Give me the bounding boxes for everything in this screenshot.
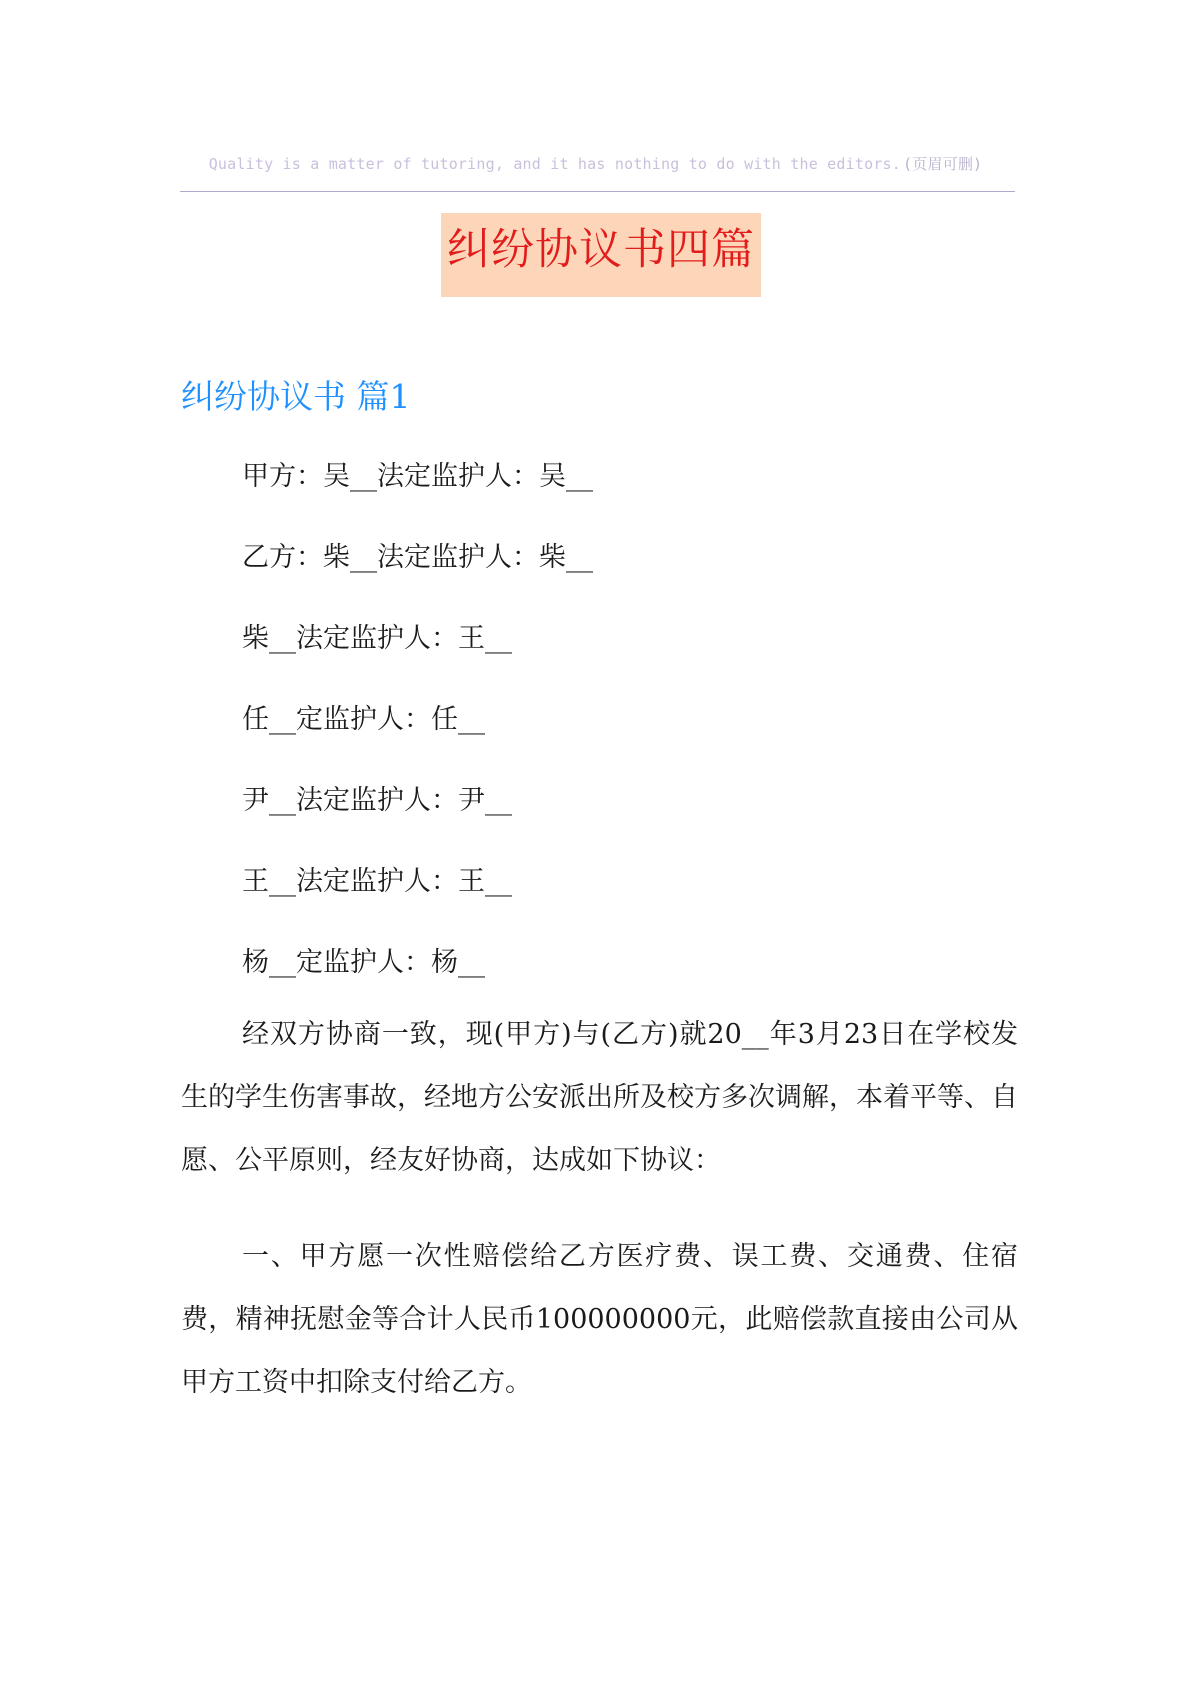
document-title: 纠纷协议书四篇: [447, 225, 755, 275]
party-line: 柴__法定监护人：王__: [242, 623, 512, 654]
party-line: 乙方：柴__法定监护人：柴__: [242, 542, 593, 573]
party-line: 任__定监护人：任__: [242, 704, 485, 735]
agreement-clause-1: 一、甲方愿一次性赔偿给乙方医疗费、误工费、交通费、住宿费，精神抚慰金等合计人民币100000000元，此赔偿款直接由公司从甲方工资中扣除支付给乙方。: [181, 1241, 1018, 1398]
header-editable-note: (页眉可删): [903, 155, 983, 173]
party-line: 杨__定监护人：杨__: [242, 947, 485, 978]
party-line: 尹__法定监护人：尹__: [242, 785, 512, 816]
party-line: 甲方：吴__法定监护人：吴__: [242, 461, 593, 492]
party-line: 王__法定监护人：王__: [242, 866, 512, 897]
agreement-paragraph: 经双方协商一致，现(甲方)与(乙方)就20__年3月23日在学校发生的学生伤害事故，经地方公安派出所及校方多次调解，本着平等、自愿、公平原则，经友好协商，达成如下协议：: [181, 1019, 1018, 1176]
header-tagline-text: Quality is a matter of tutoring, and it has nothing to do with the editors.: [208, 155, 902, 173]
section-heading: 纠纷协议书 篇1: [181, 377, 411, 416]
header-tagline: [0, 153, 1191, 174]
header-divider: [180, 191, 1015, 192]
